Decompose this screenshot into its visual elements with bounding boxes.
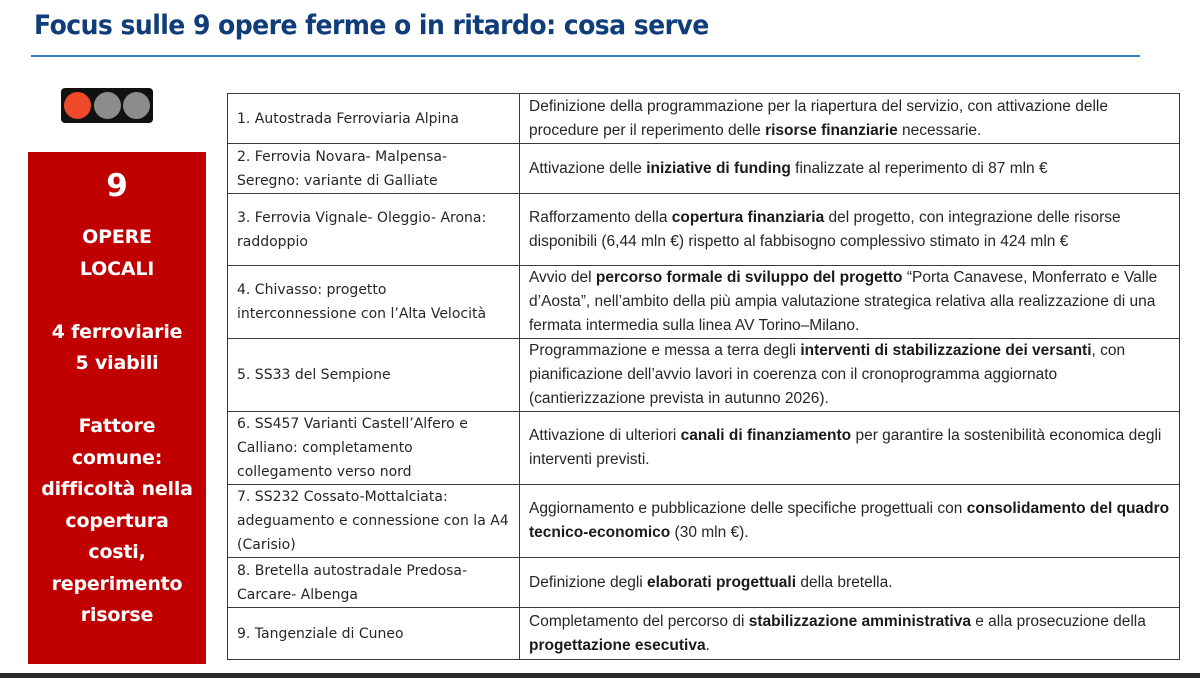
table-row [228, 608, 1180, 660]
required-action-cell [520, 144, 1180, 194]
page-title: Focus sulle 9 opere ferme o in ritardo: cosa serve [34, 10, 709, 41]
works-table [227, 93, 1180, 660]
action-text: , con pianificazione dell’avvio lavori in coerenza con il cronoprogramma aggiornato (cantierizzazione prevista in autunno 2026). [529, 342, 1126, 407]
panel-breakdown-road: 5 viabili [75, 352, 159, 374]
panel-factor-line: risorse [80, 604, 154, 626]
highlighted-text: percorso formale di sviluppo del progetto [595, 269, 903, 286]
table-row [228, 94, 1180, 144]
table-row [228, 144, 1180, 194]
panel-heading-line: OPERE [82, 226, 152, 248]
highlighted-text: stabilizzazione amministrativa [748, 612, 971, 630]
action-text: per garantire la sostenibilità economica degli interventi previsti. [529, 427, 1162, 468]
works-count: 9 [106, 168, 128, 204]
required-action-cell [520, 266, 1180, 339]
work-name-cell: 8. Bretella autostradale Predosa- Carcare- Albenga [228, 558, 520, 608]
action-text: Definizione degli [529, 573, 648, 591]
grey-lamp-icon [94, 92, 121, 119]
action-text: Attivazione delle [529, 159, 647, 177]
highlighted-text: copertura finanziaria [671, 208, 825, 226]
summary-panel [28, 152, 206, 664]
action-text: del progetto, con integrazione delle risorse disponibili (6,44 mln €) rispetto al fabbisogno complessivo stimato in 424 mln € [529, 208, 1121, 250]
required-action-cell [520, 94, 1180, 144]
panel-factor-line: Fattore [78, 415, 156, 437]
title-divider [31, 55, 1140, 57]
highlighted-text: canali di finanziamento [680, 427, 852, 444]
action-text: finalizzate al reperimento di 87 mln € [790, 159, 1048, 177]
action-text: Avvio del [529, 269, 596, 286]
highlighted-text: elaborati progettuali [647, 573, 797, 591]
action-text: Attivazione di ulteriori [529, 427, 681, 444]
action-text: della bretella. [796, 573, 893, 591]
required-action-cell [520, 194, 1180, 266]
required-action-cell [520, 412, 1180, 485]
grey-lamp-icon [123, 92, 150, 119]
work-name-cell: 7. SS232 Cossato-Mottalciata: adeguamento e connessione con la A4 (Carisio) [228, 485, 520, 558]
panel-factor-line: copertura [65, 509, 169, 532]
action-text: Aggiornamento e pubblicazione delle specifiche progettuali con [529, 500, 967, 517]
table-row [228, 412, 1180, 485]
panel-factor-line: costi, [88, 541, 146, 563]
action-text: (30 mln €). [670, 524, 749, 541]
table-row [228, 266, 1180, 339]
panel-breakdown-rail: 4 ferroviarie [51, 320, 183, 343]
work-name-cell: 5. SS33 del Sempione [228, 339, 520, 412]
action-text: “Porta Canavese, Monferrato e Valle d’Aosta”, nell’ambito della più ampia valutazione strategica relativa alla realizzazione di una fermata intermedia sulla linea AV Torino–Milano. [529, 269, 1158, 334]
table-row [228, 339, 1180, 412]
action-text: Definizione della programmazione per la riapertura del servizio, con attivazione delle procedure per il reperimento delle [529, 97, 1108, 139]
highlighted-text: consolidamento del quadro tecnico-economico [529, 500, 1170, 541]
required-action-cell [520, 608, 1180, 660]
work-name-cell: 6. SS457 Varianti Castell’Alfero e Calliano: completamento collegamento verso nord [228, 412, 520, 485]
work-name-cell: 9. Tangenziale di Cuneo [228, 608, 520, 660]
table-row [228, 194, 1180, 266]
work-name-cell: 3. Ferrovia Vignale- Oleggio- Arona: raddoppio [228, 194, 520, 266]
table-row [228, 558, 1180, 608]
action-text: Programmazione e messa a terra degli [529, 342, 801, 359]
work-name-cell: 1. Autostrada Ferroviaria Alpina [228, 94, 520, 144]
work-name-cell: 2. Ferrovia Novara- Malpensa- Seregno: variante di Galliate [228, 144, 520, 194]
panel-heading-line: LOCALI [79, 257, 155, 280]
action-text: necessarie. [897, 121, 982, 139]
required-action-cell [520, 339, 1180, 412]
highlighted-text: iniziative di funding [646, 159, 791, 177]
work-name-cell: 4. Chivasso: progetto interconnessione con l’Alta Velocità [228, 266, 520, 339]
action-text: Rafforzamento della [529, 208, 672, 226]
table-row [228, 485, 1180, 558]
panel-factor-line: reperimento [51, 572, 183, 595]
panel-factor-line: comune: [71, 446, 163, 469]
action-text: Completamento del percorso di [529, 612, 749, 630]
required-action-cell [520, 485, 1180, 558]
highlighted-text: interventi di stabilizzazione dei versanti [800, 342, 1092, 359]
highlighted-text: risorse finanziarie [765, 121, 898, 139]
bottom-border [0, 673, 1200, 678]
action-text: e alla prosecuzione della [970, 612, 1146, 630]
panel-factor-line: difficoltà nella [41, 478, 193, 500]
traffic-light-red-icon [61, 88, 153, 123]
red-lamp-icon [64, 92, 91, 119]
action-text: . [705, 636, 710, 654]
required-action-cell [520, 558, 1180, 608]
highlighted-text: progettazione esecutiva [529, 636, 706, 654]
